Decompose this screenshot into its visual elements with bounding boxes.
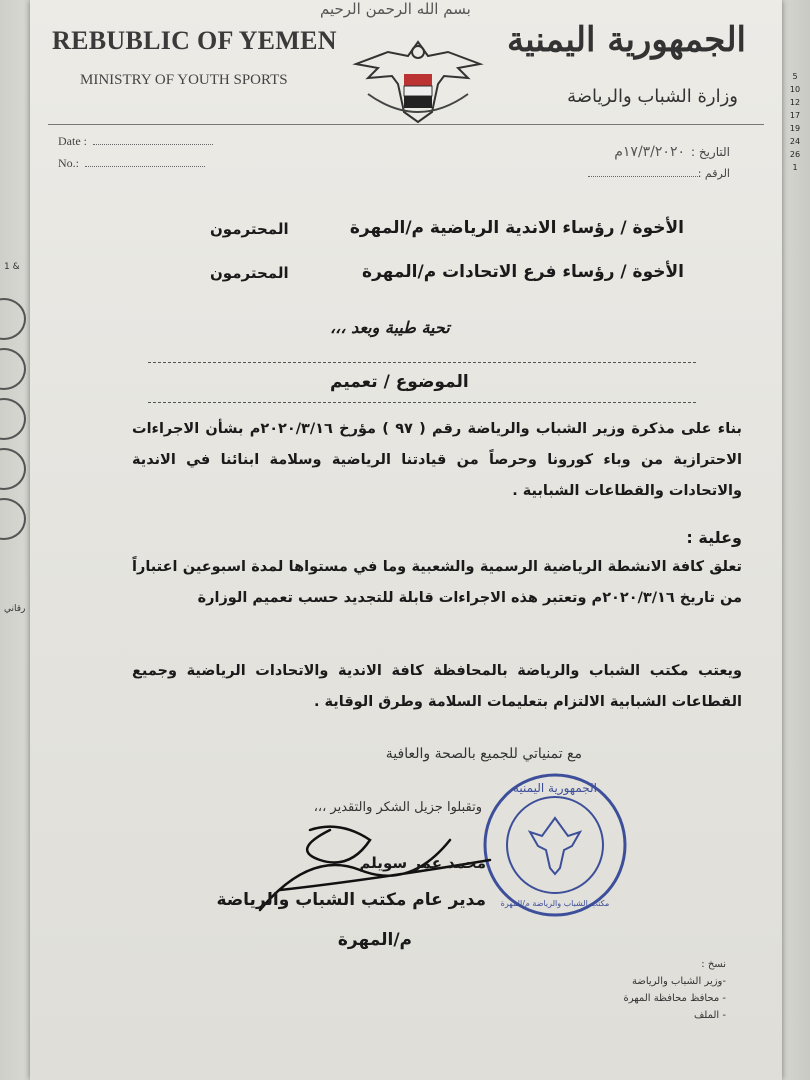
- subject-divider-bottom: [148, 402, 696, 403]
- letterhead-ar-republic: الجمهورية اليمنية: [506, 20, 746, 60]
- letter-paper: [30, 0, 782, 1080]
- copy-item: -وزير الشباب والرياضة: [631, 976, 726, 987]
- copy-item: - محافظ محافظة المهرة: [623, 993, 726, 1004]
- background-fragment: رقاني: [4, 604, 26, 614]
- letterhead-ar-ministry: وزارة الشباب والرياضة: [567, 86, 738, 107]
- background-numbers: 5 10 12 17 19 24 26 1: [789, 72, 801, 172]
- binder-rings: [0, 290, 26, 540]
- signatory-title: مدير عام مكتب الشباب والرياضة: [216, 890, 486, 910]
- copies-label: نسخ :: [701, 959, 726, 970]
- closing-thanks: وتقبلوا جزيل الشكر والتقدير ،،،: [313, 800, 482, 815]
- background-sheet-right: [780, 0, 810, 1080]
- yemen-eagle-emblem: [348, 34, 488, 126]
- addressee-line-1: الأخوة / رؤساء الاندية الرياضية م/المهرة: [349, 218, 684, 238]
- addressee-honorific-2: المحترمون: [210, 264, 289, 282]
- official-stamp: [480, 770, 630, 920]
- closing-wishes: مع تمنياتي للجميع بالصحة والعافية: [385, 746, 582, 762]
- number-field-en: No.:: [58, 156, 205, 171]
- body-paragraph-3: ويعتب مكتب الشباب والرياضة بالمحافظة كافة الاندية والاتحادات الرياضية وجميع القطاعات الشبابية الالتزام بتعليمات السلامة وطرق الوقاية .: [132, 663, 742, 710]
- addressee-honorific-1: المحترمون: [210, 220, 289, 238]
- number-field-ar: الرقم :: [582, 166, 730, 180]
- signatory-name: محمد عمر سويلم: [359, 854, 486, 872]
- stamp-inner-text: مكتب الشباب والرياضة م/المهرة: [500, 899, 610, 908]
- body-paragraph-1: بناء على مذكرة وزير الشباب والرياضة رقم ( ٩٧ ) مؤرخ ٢٠٢٠/٣/١٦م بشأن الاجراءات الاحترازية من وباء كورونا وحرصاً من قيادتنا الرياضية وسلامة ابنائنا في الاندية والاتحادات والقطاعات الشبابية .: [132, 421, 742, 499]
- letterhead-en-ministry: MINISTRY OF YOUTH SPORTS: [80, 72, 288, 88]
- signatory-location: م/المهرة: [337, 930, 412, 950]
- subject-divider-top: [148, 362, 696, 363]
- greeting: تحية طيبة وبعد ،،،: [330, 318, 450, 337]
- stamp-outer-text: الجمهورية اليمنية: [512, 781, 598, 795]
- addressee-line-2: الأخوة / رؤساء فرع الاتحادات م/المهرة: [362, 262, 684, 282]
- date-field-en: Date :: [58, 134, 213, 149]
- copy-item: - الملف: [693, 1010, 726, 1021]
- background-fragment: 1 &: [4, 262, 20, 272]
- basmala: بسم الله الرحمن الرحيم: [320, 0, 471, 18]
- wa-alayh-heading: وعلية :: [686, 528, 742, 547]
- date-field-ar: التاريخ :١٧/٣/٢٠٢٠م: [614, 144, 730, 160]
- letterhead-en-republic: REBUBLIC OF YEMEN: [52, 26, 337, 55]
- copies-list: [624, 956, 726, 1024]
- subject-line: الموضوع / تعميم: [330, 372, 469, 392]
- letterhead-divider: [48, 124, 764, 125]
- body-paragraph-2: تعلق كافة الانشطة الرياضية الرسمية والشعبية وما في مستواها لمدة اسبوعين اعتباراً من تاريخ ٢٠٢٠/٣/١٦م وتعتبر هذه الاجراءات قابلة للتجديد حسب تعميم الوزارة: [132, 559, 742, 606]
- date-value: ١٧/٣/٢٠٢٠م: [614, 144, 685, 160]
